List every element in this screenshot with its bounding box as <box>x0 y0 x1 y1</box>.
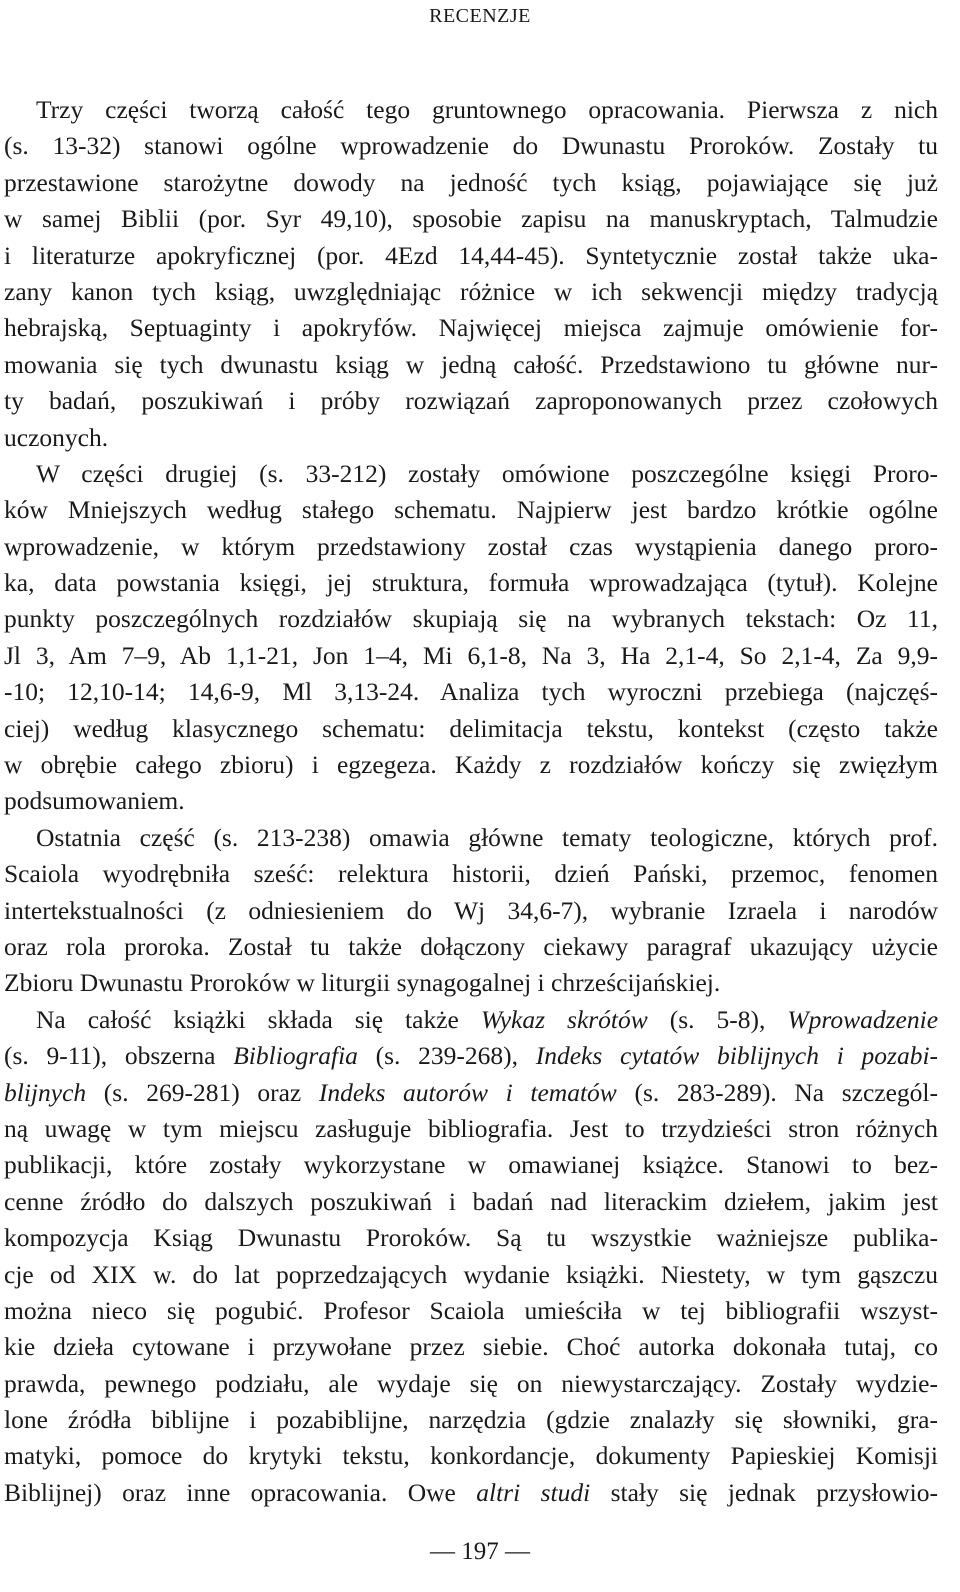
text-line: ków Mniejszych według stałego schematu. Najpierw jest bardzo krótkie ogólne <box>4 495 938 525</box>
text-line: hebrajską, Septuaginty i apokryfów. Najwięcej miejsca zajmuje omówienie for- <box>4 313 938 343</box>
text-line: Ostatnia część (s. 213-238) omawia główne tematy teologiczne, których prof. <box>36 822 938 852</box>
text-line: (s. 13-32) stanowi ogólne wprowadzenie do Dwunastu Proroków. Zostały tu <box>4 131 938 161</box>
page-number: — 197 — <box>430 1538 530 1565</box>
text-line: w obrębie całego zbioru) i egzegeza. Każdy z rozdziałów kończy się zwięzłym <box>4 750 938 780</box>
text-line: ciej) według klasycznego schematu: delimitacja tekstu, kontekst (często także <box>4 713 938 743</box>
text-segment: Na całość książki składa się także <box>36 1004 459 1034</box>
body-text <box>4 92 938 1511</box>
text-segment: stały się jednak przysłowio- <box>610 1477 939 1507</box>
text-line: ka, data powstania księgi, jej struktura, formuła wprowadzająca (tytuł). Kolejne <box>4 568 938 598</box>
text-line: oraz rola proroka. Został tu także dołączony ciekawy paragraf ukazujący użycie <box>4 931 938 961</box>
text-line: W części drugiej (s. 33-212) zostały omówione poszczególne księgi Proro- <box>36 458 938 488</box>
text-line: intertekstualności (z odniesieniem do Wj 34,6-7), wybranie Izraela i narodów <box>4 895 938 925</box>
text-line <box>4 1002 938 1038</box>
running-header: RECENZJE <box>429 5 531 27</box>
text-line: przestawione starożytne dowody na jedność tych ksiąg, pojawiające się już <box>4 167 938 197</box>
text-line <box>4 1038 938 1074</box>
text-line <box>4 1475 938 1511</box>
text-line: podsumowaniem. <box>4 786 185 816</box>
text-line: publikacji, które zostały wykorzystane w omawianej książce. Stanowi to bez- <box>4 1150 938 1180</box>
text-line: ną uwagę w tym miejscu zasługuje bibliografia. Jest to trzydzieści stron różnych <box>4 1113 938 1143</box>
text-line: można nieco się pogubić. Profesor Scaiola umieściła w tej bibliografii wszyst- <box>4 1295 938 1325</box>
text-line: cje od XIX w. do lat poprzedzających wydanie książki. Niestety, w tym gąszczu <box>4 1259 938 1289</box>
text-line: punkty poszczególnych rozdziałów skupiają się na wybranych tekstach: Oz 11, <box>4 604 938 634</box>
text-line: w samej Biblii (por. Syr 49,10), sposobie zapisu na manuskryptach, Talmudzie <box>4 204 938 234</box>
text-line: ty badań, poszukiwań i próby rozwiązań zaproponowanych przez czołowych <box>4 386 938 416</box>
italic-title: blijnych <box>4 1077 87 1107</box>
text-segment: (s. 5-8), <box>669 1004 766 1034</box>
text-segment: (s. 269-281) oraz <box>103 1077 302 1107</box>
text-segment: (s. 239-268), <box>375 1041 519 1071</box>
text-line: zany kanon tych ksiąg, uwzględniając różnice w ich sekwencji między tradycją <box>4 276 938 306</box>
text-line: cenne źródło do dalszych poszukiwań i badań nad literackim dziełem, jakim jest <box>4 1186 938 1216</box>
italic-title: Wprowadzenie <box>787 1004 939 1034</box>
italic-title: Bibliografia <box>233 1041 358 1071</box>
text-line: i literaturze apokryficznej (por. 4Ezd 14,44-45). Syntetycznie został także uka- <box>4 240 938 270</box>
italic-title: Indeks cytatów biblijnych i pozabi- <box>535 1041 939 1071</box>
text-line: matyki, pomoce do krytyki tekstu, konkordancje, dokumenty Papieskiej Komisji <box>4 1441 938 1471</box>
italic-title: Wykaz skrótów <box>480 1004 648 1034</box>
text-segment: (s. 9-11), obszerna <box>4 1041 216 1071</box>
text-line: uczonych. <box>4 422 109 452</box>
text-line: Scaiola wyodrębniła sześć: relektura historii, dzień Pański, przemoc, fenomen <box>4 859 938 889</box>
text-line: -10; 12,10-14; 14,6-9, Ml 3,13-24. Analiza tych wyroczni przebiega (najczęś- <box>4 677 938 707</box>
text-segment: (s. 283-289). Na szczegól- <box>634 1077 939 1107</box>
text-line: mowania się tych dwunastu ksiąg w jedną całość. Przedstawiono tu główne nur- <box>4 349 938 379</box>
text-line: kie dzieła cytowane i przywołane przez siebie. Choć autorka dokonała tutaj, co <box>4 1332 938 1362</box>
italic-title: Indeks autorów i tematów <box>318 1077 617 1107</box>
text-line: Jl 3, Am 7–9, Ab 1,1-21, Jon 1–4, Mi 6,1-8, Na 3, Ha 2,1-4, So 2,1-4, Za 9,9- <box>4 640 938 670</box>
text-line: wprowadzenie, w którym przedstawiony został czas wystąpienia danego proro- <box>4 531 938 561</box>
text-line: kompozycja Ksiąg Dwunastu Proroków. Są tu wszystkie ważniejsze publika- <box>4 1223 938 1253</box>
italic-title: altri studi <box>476 1477 591 1507</box>
text-segment: Biblijnej) oraz inne opracowania. Owe <box>4 1477 456 1507</box>
text-line: Trzy części tworzą całość tego gruntownego opracowania. Pierwsza z nich <box>36 95 938 124</box>
text-line: lone źródła biblijne i pozabiblijne, narzędzia (gdzie znalazły się słowniki, gra- <box>4 1405 938 1435</box>
text-line: prawda, pewnego podziału, ale wydaje się on niewystarczający. Zostały wydzie- <box>4 1368 938 1398</box>
text-line <box>4 1075 938 1111</box>
text-line: Zbioru Dwunastu Proroków w liturgii synagogalnej i chrześcijańskiej. <box>4 968 721 998</box>
